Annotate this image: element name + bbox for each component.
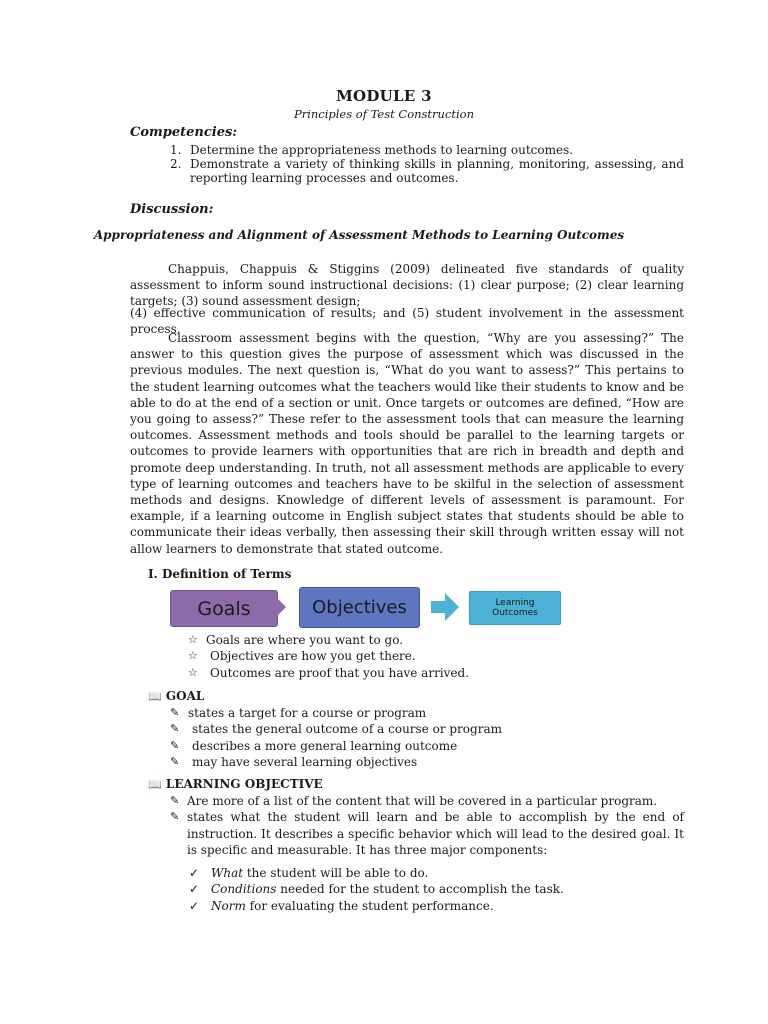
pencil-icon: ✎ [170,755,180,769]
paragraph-standards [130,261,684,310]
competency-number: 1. [170,143,182,157]
check-icon: ✓ [189,898,200,913]
check-icon: ✓ [189,866,200,880]
list-item: ✎ states the general outcome of a course or program [170,722,502,737]
outcomes-label-line: Learning [495,598,535,608]
list-item: ✎ Are more of a list of the content that will be covered in a particular program. [170,794,658,808]
competency-item [170,157,684,185]
pencil-icon: ✎ [170,738,180,752]
list-item: ✓ What the student will be able to do. [189,866,429,880]
pencil-icon: ✎ [170,706,180,719]
list-item: ✎ states what the student will learn and be able to accomplish by the end of instruction. It describes a specific behavior which will lead to the desired goal. It is specific and measurable. It has three major components: [170,810,684,858]
learning-objective-heading [148,777,323,791]
learning-outcomes-box [469,591,561,625]
star-icon: ☆ [188,649,198,663]
list-item: ☆ Goals are where you want to go. [188,633,404,647]
paragraph-text: Classroom assessment begins with the question, “Why are you assessing?” The answer to this question gives the purpose of assessment which was discussed in the previous modules. The next question is, “What do you want to assess?” This pertains to the student learning outcomes what the teachers would like their students to know and be able to do at the end of a section or unit. Once targets or outcomes are defined, “How are you going to assess?” These refer to the assessment tools that can measure the learning outcomes. Assessment methods and tools should be parallel to the learning targets or outcomes to provide learners with opportunities that are rich in breadth and depth and promote deep understanding. In truth, not all assessment methods are applicable to every type of learning outcomes and teachers have to be skilful in the selection of assessment methods and designs. Knowledge of different levels of assessment is paramount. For example, if a learning outcome in English subject states that students should be able to communicate their ideas verbally, then assessing their skill through written essay will not allow learners to demonstrate that stated outcome. [130,331,684,556]
competency-number: 2. [170,157,182,171]
goals-box: Goals [170,590,278,627]
list-item: ✓ Conditions needed for the student to accomplish the task. [189,882,564,897]
objectives-box: Objectives [299,587,420,628]
module-title: MODULE 3 [336,87,432,105]
goal-list [170,705,630,771]
arrow-right-icon [431,592,461,622]
definition-of-terms-heading: I. Definition of Terms [148,567,292,581]
star-list [188,632,588,681]
learning-objective-heading-text: LEARNING OBJECTIVE [165,777,323,791]
list-item: ✎ may have several learning objectives [170,755,418,770]
pencil-icon: ✎ [170,810,180,824]
competencies-heading: Competencies: [130,125,238,140]
competency-text: Demonstrate a variety of thinking skills in planning, monitoring, assessing, and reporting learning processes and outcomes. [190,157,684,185]
competency-item [170,143,684,157]
goal-heading-text: GOAL [165,689,205,703]
list-item: ☆ Outcomes are proof that you have arrived. [188,665,470,680]
learning-objective-list [170,793,684,859]
list-item: ☆ Objectives are how you get there. [188,649,416,664]
paragraph-classroom-assessment [130,330,684,557]
goal-heading [148,689,204,703]
components-checklist [189,865,609,914]
star-icon: ☆ [188,633,198,646]
discussion-subheading: Appropriateness and Alignment of Assessment Methods to Learning Outcomes [93,228,625,242]
paragraph-standards-cont: (4) effective communication of results; and (5) student involvement in the assessment process. [130,306,684,337]
star-icon: ☆ [188,665,198,679]
discussion-heading: Discussion: [130,202,214,217]
module-subtitle: Principles of Test Construction [293,107,475,121]
outcomes-label-line: Outcomes [492,608,538,618]
arrow-right-icon [258,592,288,622]
list-item: ✎ states a target for a course or program [170,706,427,720]
competency-text: Determine the appropriateness methods to learning outcomes. [190,143,574,157]
pencil-icon: ✎ [170,794,180,807]
paragraph-text: Chappuis, Chappuis & Stiggins (2009) delineated five standards of quality assessment to inform sound instructional decisions: (1) clear purpose; (2) clear learning targets; (3) sound assessment design; [130,262,684,309]
book-icon: 📖 [148,778,162,791]
list-item: ✓ Norm for evaluating the student performance. [189,898,494,913]
list-item: ✎ describes a more general learning outcome [170,738,458,753]
pencil-icon: ✎ [170,722,180,736]
book-icon: 📖 [148,690,162,703]
check-icon: ✓ [189,882,200,897]
competencies-list [170,143,684,185]
